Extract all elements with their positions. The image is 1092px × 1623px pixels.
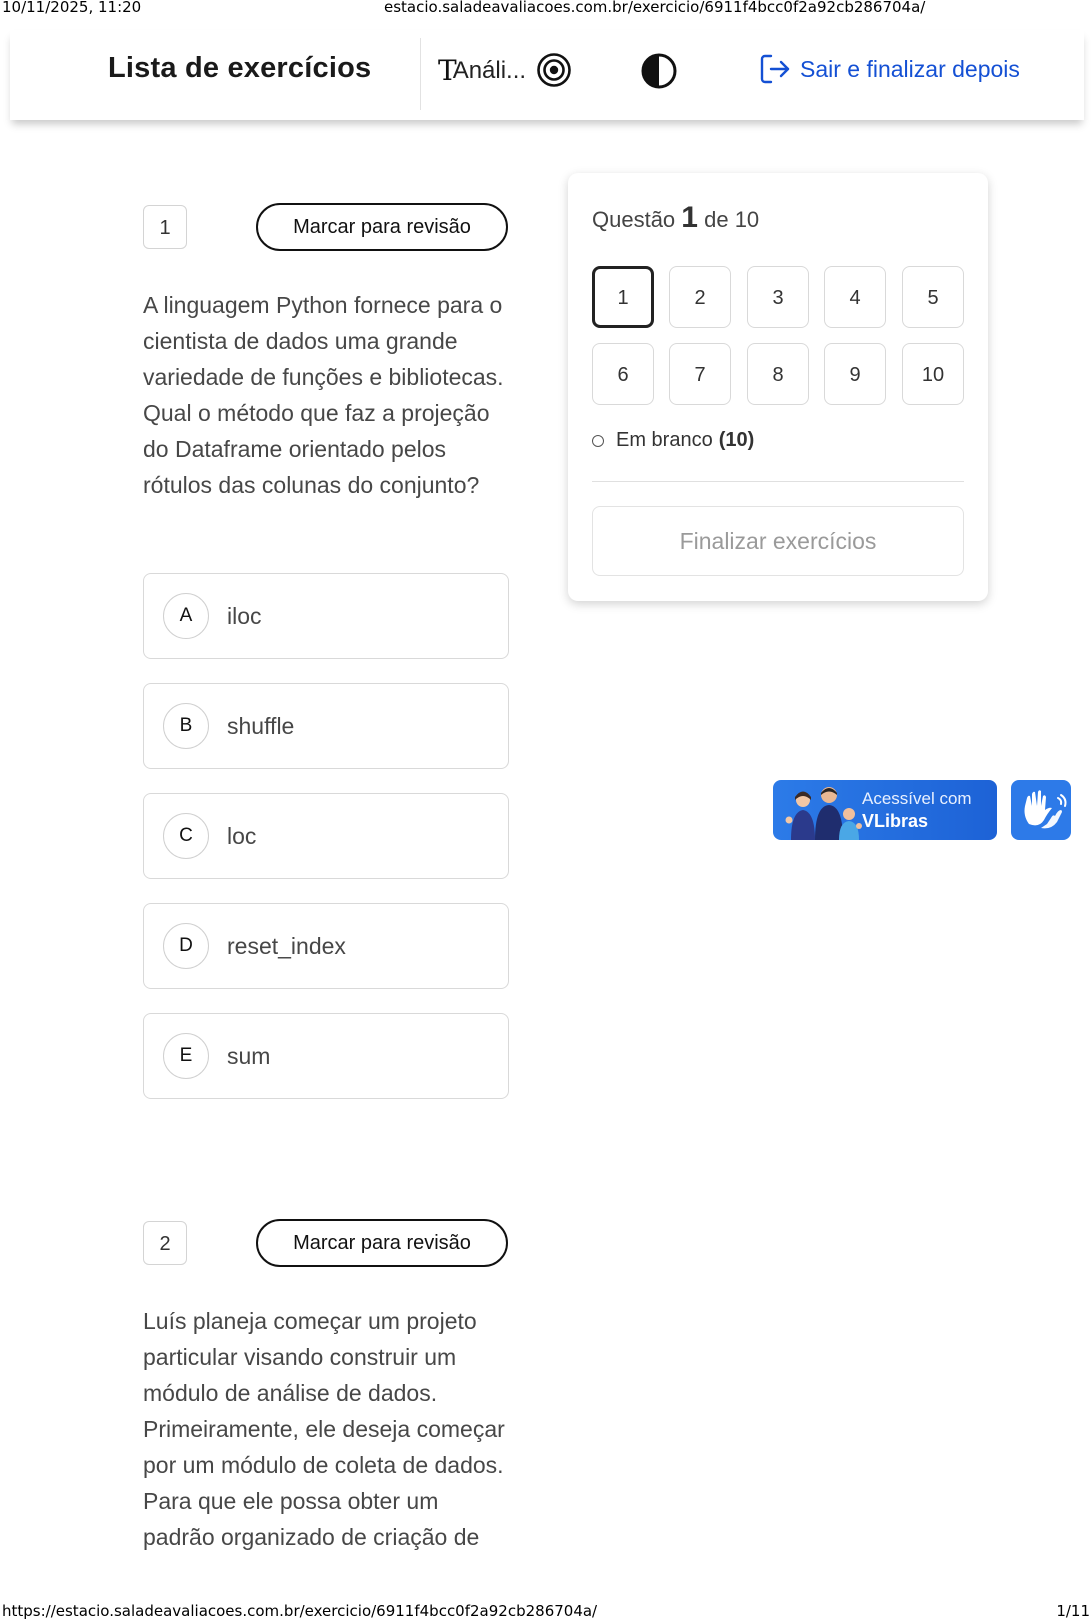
question-text: A linguagem Python fornece para o cientista de dados uma grande variedade de funções e bibliotecas. Qual o método que faz a projeção do Dataframe orientado pelos rótulos das colunas do conjunto? (143, 292, 504, 498)
exit-and-finish-later-link[interactable] (758, 52, 1020, 86)
vlibras-badge[interactable] (773, 780, 997, 840)
print-footer-url: https://estacio.saladeavaliacoes.com.br/exercicio/6911f4bcc0f2a92cb286704a/ (2, 1602, 598, 1620)
option-text: loc (227, 823, 257, 849)
finish-exercises-button[interactable]: Finalizar exercícios (592, 506, 964, 576)
navigator-title (592, 201, 759, 235)
question-nav-10[interactable]: 10 (902, 343, 964, 405)
navigator-suffix: de 10 (704, 207, 760, 232)
option-text: reset_index (227, 933, 346, 959)
print-datetime: 10/11/2025, 11:20 (2, 0, 142, 16)
option-c[interactable] (143, 793, 509, 879)
vlibras-text-line2: VLibras (862, 811, 929, 831)
print-url: estacio.saladeavaliacoes.com.br/exercicio/6911f4bcc0f2a92cb286704a/ (384, 0, 926, 16)
exit-label: Sair e finalizar depois (800, 55, 1020, 82)
sign-language-hands-icon (1011, 780, 1071, 840)
question-nav-4[interactable]: 4 (824, 266, 886, 328)
vlibras-button[interactable] (1011, 780, 1071, 840)
question-navigator (568, 173, 988, 601)
option-letter: B (163, 703, 209, 749)
option-d[interactable] (143, 903, 509, 989)
question-number: 2 (143, 1221, 187, 1265)
navigator-current: 1 (681, 201, 698, 234)
print-header (0, 0, 1092, 16)
question-nav-1[interactable]: 1 (592, 266, 654, 328)
navigator-prefix: Questão (592, 207, 676, 232)
option-letter: C (163, 813, 209, 859)
question-nav-7[interactable]: 7 (669, 343, 731, 405)
status-count: (10) (718, 429, 755, 451)
logout-icon (758, 52, 792, 86)
question-nav-9[interactable]: 9 (824, 343, 886, 405)
option-letter: A (163, 593, 209, 639)
option-letter: E (163, 1033, 209, 1079)
option-text: iloc (227, 603, 262, 629)
option-b[interactable] (143, 683, 509, 769)
question-nav-8[interactable]: 8 (747, 343, 809, 405)
question-nav-6[interactable]: 6 (592, 343, 654, 405)
question-nav-5[interactable]: 5 (902, 266, 964, 328)
status-label: Em branco (616, 429, 713, 451)
question-nav-2[interactable]: 2 (669, 266, 731, 328)
text-size-icon: T (438, 54, 457, 87)
question-text: Luís planeja começar um projeto particular visando construir um módulo de análise de dados. Primeiramente, ele deseja começar por um módulo de coleta de dados. Para que ele possa obter um padrão organizado de criação de (143, 1308, 505, 1550)
status-blank (592, 429, 754, 452)
option-e[interactable] (143, 1013, 509, 1099)
question-number: 1 (143, 205, 187, 249)
header-divider (420, 38, 421, 110)
font-name: Análi... (452, 57, 527, 84)
top-bar (10, 30, 1084, 120)
question-nav-3[interactable]: 3 (747, 266, 809, 328)
vlibras-text-line1: Acessível com (862, 789, 972, 808)
target-icon[interactable] (536, 52, 572, 88)
print-page-number: 1/11 (1056, 1602, 1090, 1620)
option-letter: D (163, 923, 209, 969)
mark-for-review-button[interactable]: Marcar para revisão (256, 203, 508, 251)
vlibras-avatars-icon (779, 782, 865, 840)
mark-for-review-button[interactable]: Marcar para revisão (256, 1219, 508, 1267)
panel-divider (592, 481, 964, 482)
print-footer (0, 1602, 1092, 1620)
page-title: Lista de exercícios (108, 52, 372, 84)
font-selector[interactable] (438, 54, 526, 88)
circle-icon (592, 435, 604, 447)
option-text: shuffle (227, 713, 295, 739)
contrast-icon[interactable] (640, 52, 678, 90)
option-a[interactable] (143, 573, 509, 659)
option-text: sum (227, 1043, 271, 1069)
